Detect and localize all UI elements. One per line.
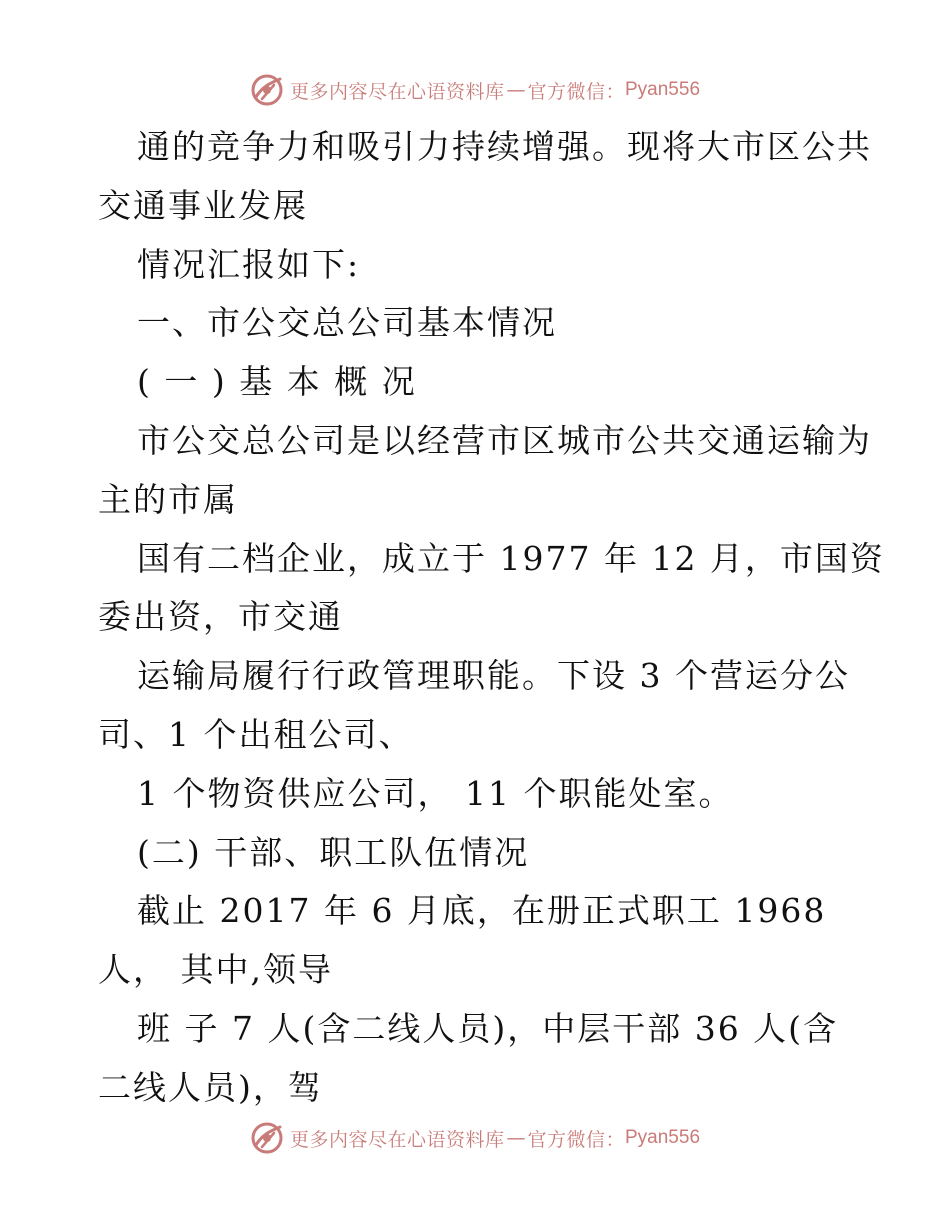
watermark-dash: —	[506, 79, 526, 101]
watermark-contact-id: Pyan556	[625, 1127, 701, 1148]
header-watermark	[0, 70, 950, 110]
text-line: 交通事业发展	[98, 185, 308, 225]
text-line: 国有二档企业，成立于 1977 年 12 月，市国资	[137, 538, 885, 578]
text-line: 市公交总公司是以经营市区城市公共交通运输为	[137, 420, 872, 460]
subsection-heading: ( 一 ) 基 本 概 况	[137, 362, 417, 402]
section-heading: 一、市公交总公司基本情况	[137, 303, 557, 343]
footer-watermark	[0, 1118, 950, 1158]
text-line: 通的竞争力和吸引力持续增强。现将大市区公共	[137, 127, 872, 166]
watermark-contact-label: 官方微信：	[527, 1128, 625, 1151]
text-line: 人， 其中,领导	[98, 950, 333, 990]
watermark-contact-label: 官方微信：	[527, 80, 625, 103]
text-line: 班 子 7 人(含二线人员)，中层干部 36 人(含	[137, 1008, 839, 1048]
text-line: 司、1 个出租公司、	[98, 714, 414, 754]
text-line: 情况汇报如下:	[137, 244, 361, 284]
watermark-text: 更多内容尽在心语资料库	[289, 80, 505, 103]
seal-logo-icon	[250, 73, 284, 107]
document-body	[98, 118, 885, 1118]
text-line: 主的市属	[98, 479, 238, 519]
watermark-text: 更多内容尽在心语资料库	[289, 1128, 505, 1151]
seal-logo-icon	[250, 1121, 284, 1155]
text-line: 二线人员)，驾	[98, 1067, 323, 1107]
text-line: 1 个物资供应公司， 11 个职能处室。	[137, 773, 734, 813]
text-line: 委出资，市交通	[98, 597, 343, 637]
watermark-dash: —	[506, 1127, 526, 1149]
subsection-heading: (二) 干部、职工队伍情况	[137, 832, 530, 872]
text-line: 运输局履行行政管理职能。下设 3 个营运分公	[137, 656, 850, 696]
text-line: 截止 2017 年 6 月底，在册正式职工 1968	[137, 891, 827, 931]
watermark-contact-id: Pyan556	[625, 79, 701, 100]
